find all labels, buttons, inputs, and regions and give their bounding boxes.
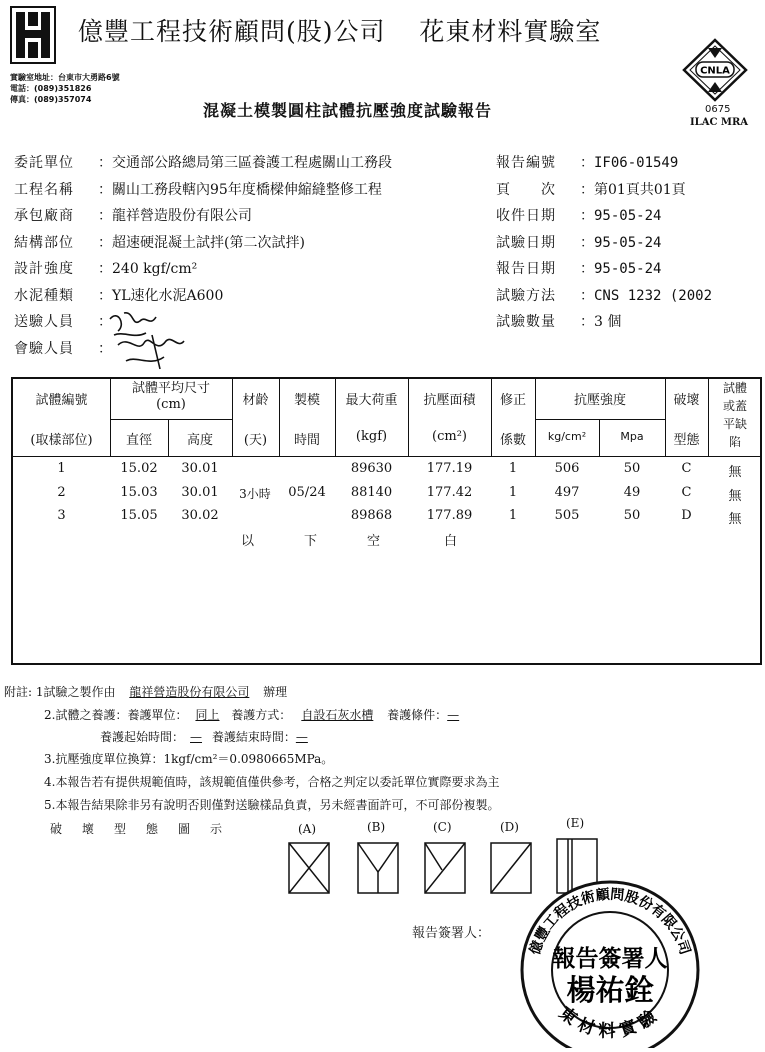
lab-name: 花東材料實驗室	[419, 17, 602, 46]
signatory-label: 報告簽署人：	[412, 926, 491, 941]
note-1	[4, 683, 287, 700]
note-2b	[100, 728, 308, 745]
blank-marker-2: 下	[304, 534, 318, 549]
cell-failure-type: C	[681, 461, 692, 476]
header-correction-factor: 係數	[499, 433, 526, 448]
info-row-submitter: 送驗人員 ：	[14, 309, 392, 336]
cell-diameter: 15.02	[120, 461, 158, 476]
header-diameter: 直徑	[125, 433, 152, 448]
info-value: CNS 1232 (2002	[594, 287, 713, 304]
note-4: 4.本報告若有提供規範值時，該規範值僅供參考，合格之判定以委託單位實際要求為主	[44, 775, 500, 789]
info-row-page: 頁 次 ：第01頁共01頁	[496, 177, 712, 204]
header-molding: 製模	[293, 393, 320, 408]
header-sampling-location: (取樣部位)	[30, 433, 93, 448]
seal-title: 報告簽署人	[552, 945, 668, 972]
cell-defect: 無	[728, 465, 742, 480]
cell-max-load: 89630	[350, 461, 393, 476]
blank-marker-1: 以	[241, 534, 255, 549]
report-title: 混凝土模製圓柱試體抗壓強度試驗報告	[203, 101, 493, 120]
note-2b-start-label: 養護起始時間：	[100, 730, 185, 744]
note-2	[44, 706, 459, 723]
header-strength: 抗壓強度	[573, 393, 626, 408]
header-strength-kg: kg/cm²	[547, 430, 587, 443]
cnla-logo	[680, 38, 750, 102]
cell-height: 30.01	[181, 461, 219, 476]
note-2b-end-label: 養護結束時間：	[211, 730, 296, 744]
blank-marker-4: 白	[444, 534, 458, 549]
info-row-cement: 水泥種類 ：YL速化水泥A600	[14, 283, 392, 310]
cell-no: 3	[57, 508, 66, 523]
info-value: 超速硬混凝土試拌(第二次試拌)	[112, 234, 305, 251]
cell-area: 177.89	[426, 508, 473, 523]
header-failure-type: 型態	[673, 433, 700, 448]
company-logo	[10, 6, 56, 64]
header-strength-mpa: Mpa	[620, 430, 644, 443]
header-failure: 破壞	[673, 393, 700, 408]
header-correction: 修正	[499, 393, 526, 408]
cell-strength-kg: 505	[554, 508, 580, 523]
failure-type-c-label: (C)	[433, 820, 452, 834]
info-value: 第01頁共01頁	[594, 181, 686, 198]
info-value: 關山工務段轄內95年度橋樑伸縮縫整修工程	[112, 181, 382, 198]
seal-name: 楊祐銓	[566, 973, 654, 1007]
cell-max-load: 89868	[350, 508, 393, 523]
cell-strength-kg: 506	[554, 461, 580, 476]
cell-defect: 無	[728, 489, 742, 504]
fax-line: 傳真：(089)357074	[10, 95, 92, 104]
cnla-logo-text: CNLA	[700, 65, 730, 77]
cell-strength-mpa: 49	[623, 485, 641, 500]
note-2-prefix: 2.試體之養護：養護單位：	[44, 708, 188, 722]
info-label: 水泥種類	[14, 287, 74, 304]
handwritten-signature	[104, 305, 194, 375]
note-2b-end: —	[295, 730, 308, 744]
lab-address	[10, 72, 120, 105]
header-age: 材齡	[242, 393, 269, 408]
info-label: 委託單位	[14, 155, 74, 171]
info-row-witness: 會驗人員 ：	[14, 336, 392, 363]
results-table	[11, 377, 762, 665]
info-value: 3 個	[594, 314, 622, 330]
info-value: 龍祥營造股份有限公司	[112, 208, 252, 224]
header-max-load-unit: (kgf)	[355, 429, 388, 444]
header-specimen-no: 試體編號	[35, 393, 88, 408]
header-age-unit: (天)	[243, 433, 268, 448]
cell-strength-mpa: 50	[623, 461, 641, 476]
left-info-block	[14, 150, 392, 362]
info-row-report-date: 報告日期 ：95-05-24	[496, 256, 712, 283]
phone-line: 電話：(089)351826	[10, 84, 92, 93]
cell-failure-type: C	[681, 485, 692, 500]
info-value: IF06-01549	[594, 155, 679, 171]
info-label: 頁 次	[496, 181, 556, 198]
cell-max-load: 88140	[350, 485, 393, 500]
info-label: 收件日期	[496, 208, 556, 224]
info-row-structure: 結構部位 ：超速硬混凝土試拌(第二次試拌)	[14, 230, 392, 257]
info-label: 會驗人員	[14, 340, 74, 357]
header-height: 高度	[186, 433, 213, 448]
note-1-suffix: 辦理	[263, 685, 288, 699]
cell-failure-type: D	[681, 508, 692, 523]
failure-type-c-icon	[424, 842, 466, 898]
cell-no: 2	[57, 485, 66, 500]
info-label: 試驗數量	[496, 314, 556, 330]
official-seal	[515, 880, 705, 1048]
cell-age: 3小時	[239, 487, 271, 501]
cell-diameter: 15.03	[120, 485, 158, 500]
info-row-project: 工程名稱 ：關山工務段轄內95年度橋樑伸縮縫整修工程	[14, 177, 392, 204]
info-label: 報告編號	[496, 155, 556, 171]
note-2-condition-label: 養護條件：	[387, 708, 448, 722]
note-1-prefix: 附註: 1試驗之製作由	[4, 685, 116, 699]
blank-marker-3: 空	[367, 534, 381, 549]
info-label: 送驗人員	[14, 314, 74, 330]
failure-type-a-icon	[288, 842, 330, 898]
info-value: 95-05-24	[594, 234, 662, 251]
cell-correction: 1	[508, 485, 518, 500]
company-name: 億豐工程技術顧問(股)公司	[78, 17, 386, 46]
cell-strength-mpa: 50	[623, 508, 641, 523]
info-row-design-strength: 設計強度 ：240 kgf/cm²	[14, 256, 392, 283]
cell-diameter: 15.05	[120, 508, 158, 523]
info-row-test-date: 試驗日期 ：95-05-24	[496, 230, 712, 257]
header-max-load: 最大荷重	[345, 393, 398, 408]
info-row-contractor: 承包廠商 ：龍祥營造股份有限公司	[14, 203, 392, 230]
info-row-client: 委託單位 ：交通部公路總局第三區養護工程處關山工務段	[14, 150, 392, 177]
cell-correction: 1	[508, 508, 518, 523]
header-area-unit: (cm²)	[432, 429, 467, 444]
note-3: 3.抗壓強度單位換算：1kgf/cm²＝0.0980665MPa。	[44, 752, 334, 766]
failure-type-b-icon	[357, 842, 399, 898]
address-line: 實驗室地址：台東市大勇路6號	[10, 73, 120, 82]
info-label: 試驗日期	[496, 234, 556, 251]
info-label: 試驗方法	[496, 287, 556, 304]
failure-type-e-label: (E)	[566, 816, 585, 830]
cnla-number: 0675	[705, 104, 731, 115]
note-2-condition: —	[447, 708, 460, 722]
cell-no: 1	[57, 461, 66, 476]
header-capping-defect: 試體或蓋平缺陷	[722, 381, 747, 449]
info-label: 承包廠商	[14, 208, 74, 224]
info-value: 95-05-24	[594, 208, 662, 224]
failure-type-b-label: (B)	[367, 820, 386, 834]
failure-type-d-label: (D)	[500, 820, 519, 834]
info-value: YL速化水泥A600	[112, 287, 224, 304]
failure-type-a-label: (A)	[298, 822, 317, 836]
info-row-quantity: 試驗數量 ：3 個	[496, 309, 712, 336]
seal-lab-text: 東材料實驗	[554, 1003, 666, 1042]
header-molding-time: 時間	[293, 433, 320, 448]
cell-correction: 1	[508, 461, 518, 476]
note-5: 5.本報告結果除非另有說明否則僅對送驗樣品負責，另未經書面許可，不可部份複製。	[44, 798, 500, 812]
info-row-report-no: 報告編號 ：IF06-01549	[496, 150, 712, 177]
ilac-label: ILAC MRA	[690, 117, 749, 128]
info-row-method: 試驗方法 ：CNS 1232 (2002	[496, 283, 712, 310]
seal-ring-text: 億豐工程技術顧問股份有限公司	[527, 886, 693, 957]
cell-molding-time: 05/24	[288, 485, 326, 500]
info-label: 工程名稱	[14, 181, 74, 198]
note-2-unit: 同上	[195, 708, 220, 722]
info-value: 交通部公路總局第三區養護工程處關山工務段	[112, 155, 392, 171]
info-row-received: 收件日期 ：95-05-24	[496, 203, 712, 230]
cell-area: 177.42	[426, 485, 473, 500]
info-value: 95-05-24	[594, 261, 662, 277]
cell-defect: 無	[728, 512, 742, 527]
info-label: 結構部位	[14, 234, 74, 251]
cell-area: 177.19	[426, 461, 473, 476]
note-2b-start: —	[190, 730, 203, 744]
failure-diagram-label: 破 壞 型 態 圖 示	[50, 822, 227, 836]
note-2-method: 自設石灰水槽	[301, 708, 374, 722]
header-area: 抗壓面積	[423, 393, 476, 408]
header-avg-size: 試體平均尺寸(cm)	[131, 381, 210, 412]
info-value: 240 kgf/cm²	[112, 261, 198, 277]
note-1-company: 龍祥營造股份有限公司	[129, 685, 250, 699]
cell-height: 30.02	[181, 508, 219, 523]
note-2-method-label: 養護方式：	[231, 708, 292, 722]
info-label: 報告日期	[496, 261, 556, 277]
right-info-block	[496, 150, 712, 336]
cell-height: 30.01	[181, 485, 219, 500]
cell-strength-kg: 497	[554, 485, 580, 500]
info-label: 設計強度	[14, 261, 74, 277]
company-title	[78, 12, 601, 48]
